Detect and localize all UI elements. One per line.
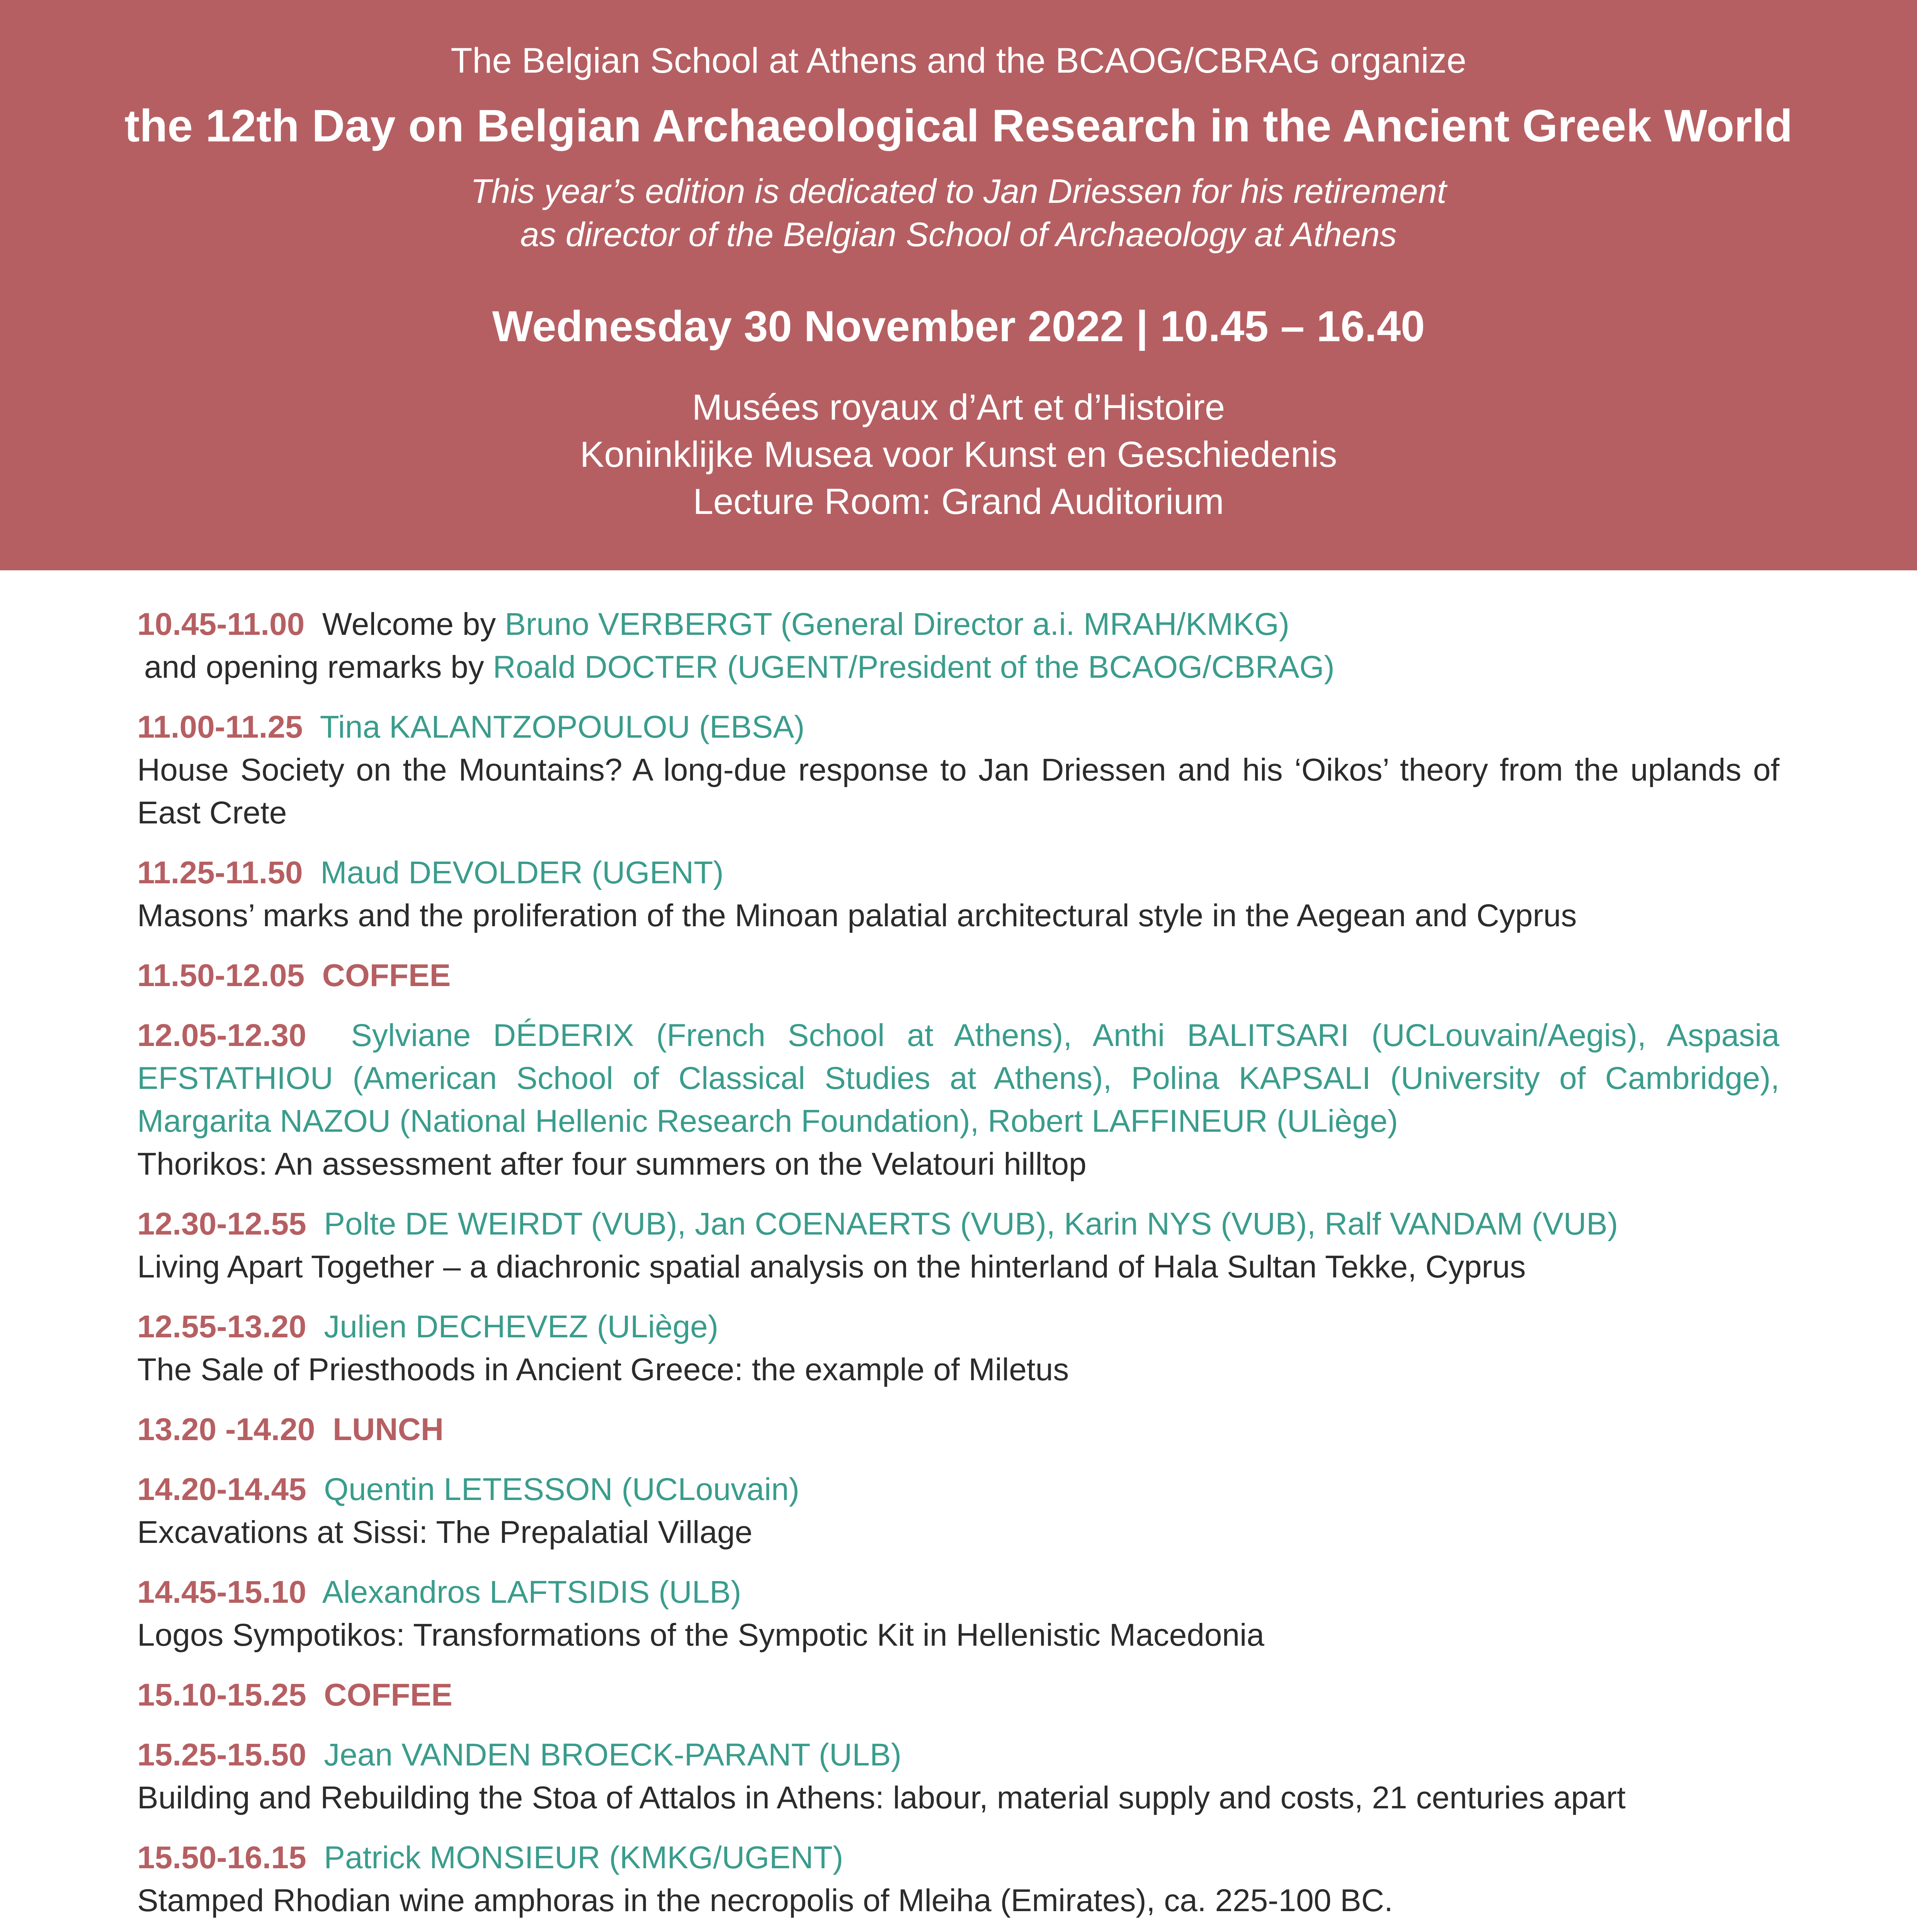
entry-time: 12.55-13.20 — [137, 1309, 306, 1344]
entry-speakers: Alexandros LAFTSIDIS (ULB) — [322, 1575, 742, 1610]
break-label: LUNCH — [333, 1412, 444, 1447]
entry-speakers: Jean VANDEN BROECK-PARANT (ULB) — [324, 1737, 902, 1772]
organizers-line: The Belgian School at Athens and the BCAOG/CBRAG organize — [451, 41, 1466, 80]
talk-title: The Sale of Priesthoods in Ancient Greece: the example of Miletus — [137, 1352, 1069, 1387]
talk-title: Living Apart Together – a diachronic spatial analysis on the hinterland of Hala Sultan Tekke, Cyprus — [137, 1249, 1526, 1284]
talk-title: Excavations at Sissi: The Prepalatial Village — [137, 1515, 753, 1550]
entry-time: 15.25-15.50 — [137, 1737, 306, 1772]
entry-speakers: Polte DE WEIRDT (VUB), Jan COENAERTS (VUB), Karin NYS (VUB), Ralf VANDAM (VUB) — [324, 1206, 1618, 1242]
entry-time: 15.10-15.25 — [137, 1677, 306, 1713]
welcome-speaker: Bruno VERBERGT (General Director a.i. MRAH/KMKG) — [505, 607, 1289, 642]
entry-time: 11.25-11.50 — [137, 855, 303, 890]
entry-speakers: Maud DEVOLDER (UGENT) — [320, 855, 724, 890]
venue-line-1: Musées royaux d’Art et d’Histoire — [692, 387, 1225, 427]
talk-title: House Society on the Mountains? A long-due response to Jan Driessen and his ‘Oikos’ theory from the uplands of East Crete — [137, 752, 1779, 830]
break-label: COFFEE — [324, 1677, 452, 1713]
event-title: the 12th Day on Belgian Archaeological Research in the Ancient Greek World — [124, 100, 1793, 151]
program-entry-break — [137, 1673, 1779, 1716]
talk-title: Logos Sympotikos: Transformations of the Sympotic Kit in Hellenistic Macedonia — [137, 1617, 1264, 1653]
program-schedule — [137, 603, 1779, 1932]
program-entry-talk — [137, 1571, 1779, 1656]
program-entry-talk — [137, 706, 1779, 834]
program-entry-talk — [137, 1305, 1779, 1391]
welcome-prefix: Welcome by — [322, 607, 496, 642]
program-entry-talk — [137, 1202, 1779, 1288]
entry-time: 14.20-14.45 — [137, 1472, 306, 1507]
entry-speakers: Patrick MONSIEUR (KMKG/UGENT) — [324, 1840, 844, 1875]
program-entry-break — [137, 1408, 1779, 1451]
program-entry-talk — [137, 851, 1779, 937]
opening-speaker: Roald DOCTER (UGENT/President of the BCAOG/CBRAG) — [493, 650, 1335, 685]
entry-time: 10.45-11.00 — [137, 607, 305, 642]
program-entry-welcome — [137, 603, 1779, 689]
venue-line-2: Koninklijke Musea voor Kunst en Geschiedenis — [580, 434, 1337, 474]
entry-time: 13.20 -14.20 — [137, 1412, 315, 1447]
entry-time: 15.50-16.15 — [137, 1840, 306, 1875]
header-banner — [0, 0, 1917, 570]
program-entry-talk — [137, 1014, 1779, 1185]
break-label: COFFEE — [322, 958, 451, 993]
venue-line-3: Lecture Room: Grand Auditorium — [693, 481, 1224, 522]
entry-speakers: Sylviane DÉDERIX (French School at Athens), Anthi BALITSARI (UCLouvain/Aegis), Aspasia EFSTATHIOU (American School of Classical Studies at Athens), Polina KAPSALI (University of Cambridge), Margarita NAZOU (National Hellenic Research Foundation), Robert LAFFINEUR (ULiège) — [137, 1018, 1779, 1139]
program-entry-talk — [137, 1733, 1779, 1819]
entry-time: 11.00-11.25 — [137, 709, 303, 745]
talk-title: Stamped Rhodian wine amphoras in the necropolis of Mleiha (Emirates), ca. 225-100 BC. — [137, 1883, 1393, 1918]
entry-time: 11.50-12.05 — [137, 958, 305, 993]
program-entry-break — [137, 954, 1779, 997]
talk-title: Thorikos: An assessment after four summers on the Velatouri hilltop — [137, 1146, 1087, 1182]
talk-title: Masons’ marks and the proliferation of the Minoan palatial architectural style in the Aegean and Cyprus — [137, 898, 1577, 933]
entry-time: 12.30-12.55 — [137, 1206, 306, 1242]
entry-speakers: Tina KALANTZOPOULOU (EBSA) — [320, 709, 805, 745]
entry-time: 14.45-15.10 — [137, 1575, 306, 1610]
entry-time: 12.05-12.30 — [137, 1018, 306, 1053]
entry-speakers: Quentin LETESSON (UCLouvain) — [324, 1472, 799, 1507]
talk-title: Building and Rebuilding the Stoa of Attalos in Athens: labour, material supply and costs, 21 centuries apart — [137, 1780, 1626, 1815]
event-date-time: Wednesday 30 November 2022 | 10.45 – 16.40 — [492, 302, 1425, 350]
dedication-line-2: as director of the Belgian School of Archaeology at Athens — [520, 215, 1397, 253]
opening-prefix: and opening remarks by — [144, 650, 484, 685]
dedication-line-1: This year’s edition is dedicated to Jan Driessen for his retirement — [470, 172, 1447, 210]
program-entry-talk — [137, 1836, 1779, 1922]
entry-speakers: Julien DECHEVEZ (ULiège) — [324, 1309, 719, 1344]
program-entry-talk — [137, 1468, 1779, 1554]
